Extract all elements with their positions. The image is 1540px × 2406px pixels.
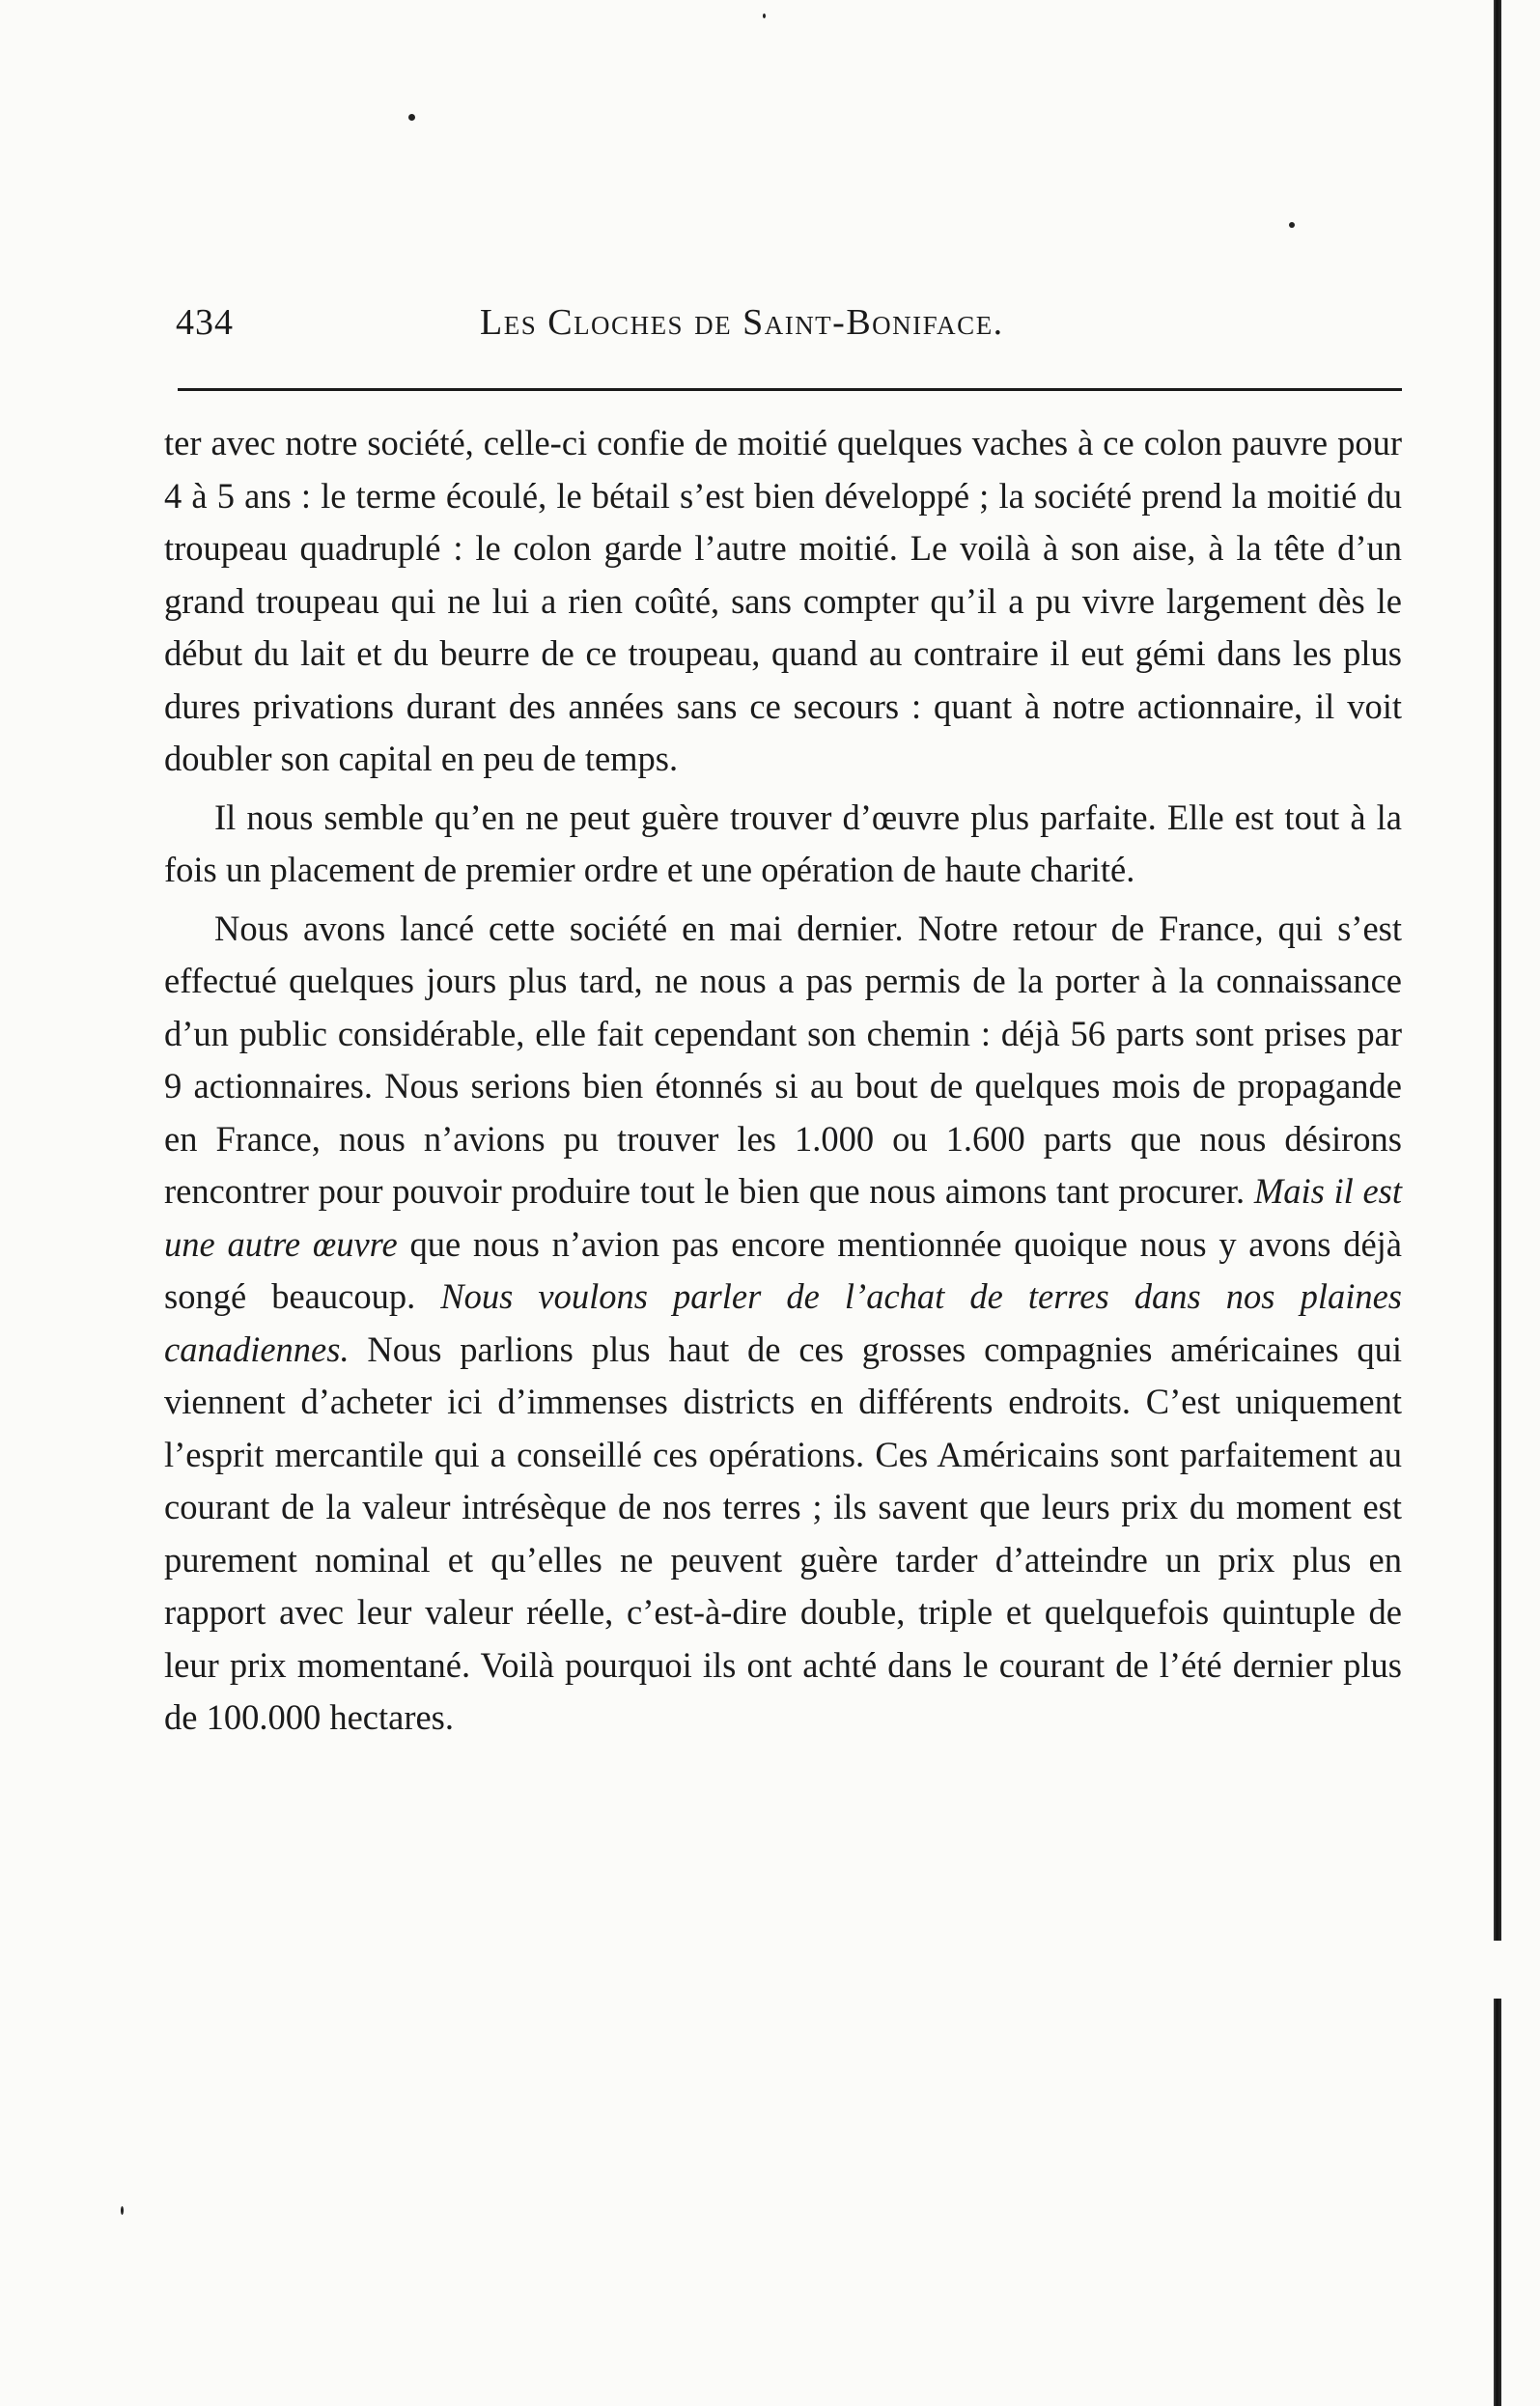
binding-edge: [1494, 0, 1501, 2406]
paragraph-3-text-2: que nous n’avion pas encore mentionnée quoique nous y avons déjà songé beaucoup.: [164, 1223, 1403, 1316]
page-number: 434: [176, 302, 234, 343]
running-title: Les Cloches de Saint-Boniface.: [480, 302, 1004, 343]
header-rule: [178, 388, 1402, 391]
print-speck: [1289, 222, 1295, 228]
paragraph-1: ter avec notre société, celle-ci confie de moitié quelques vaches à ce colon pauvre pour 4 à 5 ans : le terme écoulé, le bétail s’est bien développé ; la société prend la moitié du troupeau quadruplé : le colon garde l’autre moitié. Le voilà à son aise, à la tête d’un grand troupeau qui ne lui a rien coûté, sans compter qu’il a pu vivre largement dès le début du lait et du beurre de ce troupeau, quand au contraire il eut gémi dans les plus dures privations durant des années sans ce secours : quant à notre actionnaire, il voit doubler son capital en peu de temps.: [164, 423, 1402, 778]
binding-gap: [1494, 1941, 1501, 1999]
page-header: [176, 301, 1402, 359]
body-text: [164, 417, 1402, 1745]
print-speck: [763, 14, 766, 18]
paragraph-2: Il nous semble qu’en ne peut guère trouver d’œuvre plus parfaite. Elle est tout à la fois un placement de premier ordre et une opération de haute charité.: [164, 797, 1402, 889]
paragraph-3-text-1: Nous avons lancé cette société en mai dernier. Notre retour de France, qui s’est effectué quelques jours plus tard, ne nous a pas permis de la porter à la connaissance d’un public considérable, elle fait cependant son chemin : déjà 56 parts sont prises par 9 actionnaires. Nous serions bien étonnés si au bout de quelques mois de propagande en France, nous n’avions pu trouver les 1.000 ou 1.600 parts que nous désirons rencontrer pour pouvoir produire tout le bien que nous aimons tant procurer.: [164, 908, 1402, 1211]
paragraph-3-text-3: Nous parlions plus haut de ces grosses compagnies américaines qui viennent d’acheter ici d’immenses districts en différents endroits. C’est uniquement l’esprit mercantile qui a conseillé ces opérations. Ces Américains sont parfaitement au courant de la valeur intrésèque de nos terres ; ils savent que leurs prix du moment est purement nominal et qu’elles ne peuvent guère tarder d’atteindre un prix plus en rapport avec leur valeur réelle, c’est-à-dire double, triple et quelquefois quintuple de leur prix momentané. Voilà pourquoi ils ont achté dans le courant de l’été dernier plus de 100.000 hectares.: [164, 1329, 1402, 1737]
paragraph-3-italic-1: Mais il est une autre œuvre: [164, 1171, 1403, 1264]
print-speck: [408, 114, 415, 121]
paragraph-3: [164, 903, 1402, 1745]
print-speck: [121, 2206, 124, 2215]
paragraph-3-italic-2: Nous voulons parler de l’achat de terres dans nos plaines canadiennes.: [164, 1276, 1403, 1369]
